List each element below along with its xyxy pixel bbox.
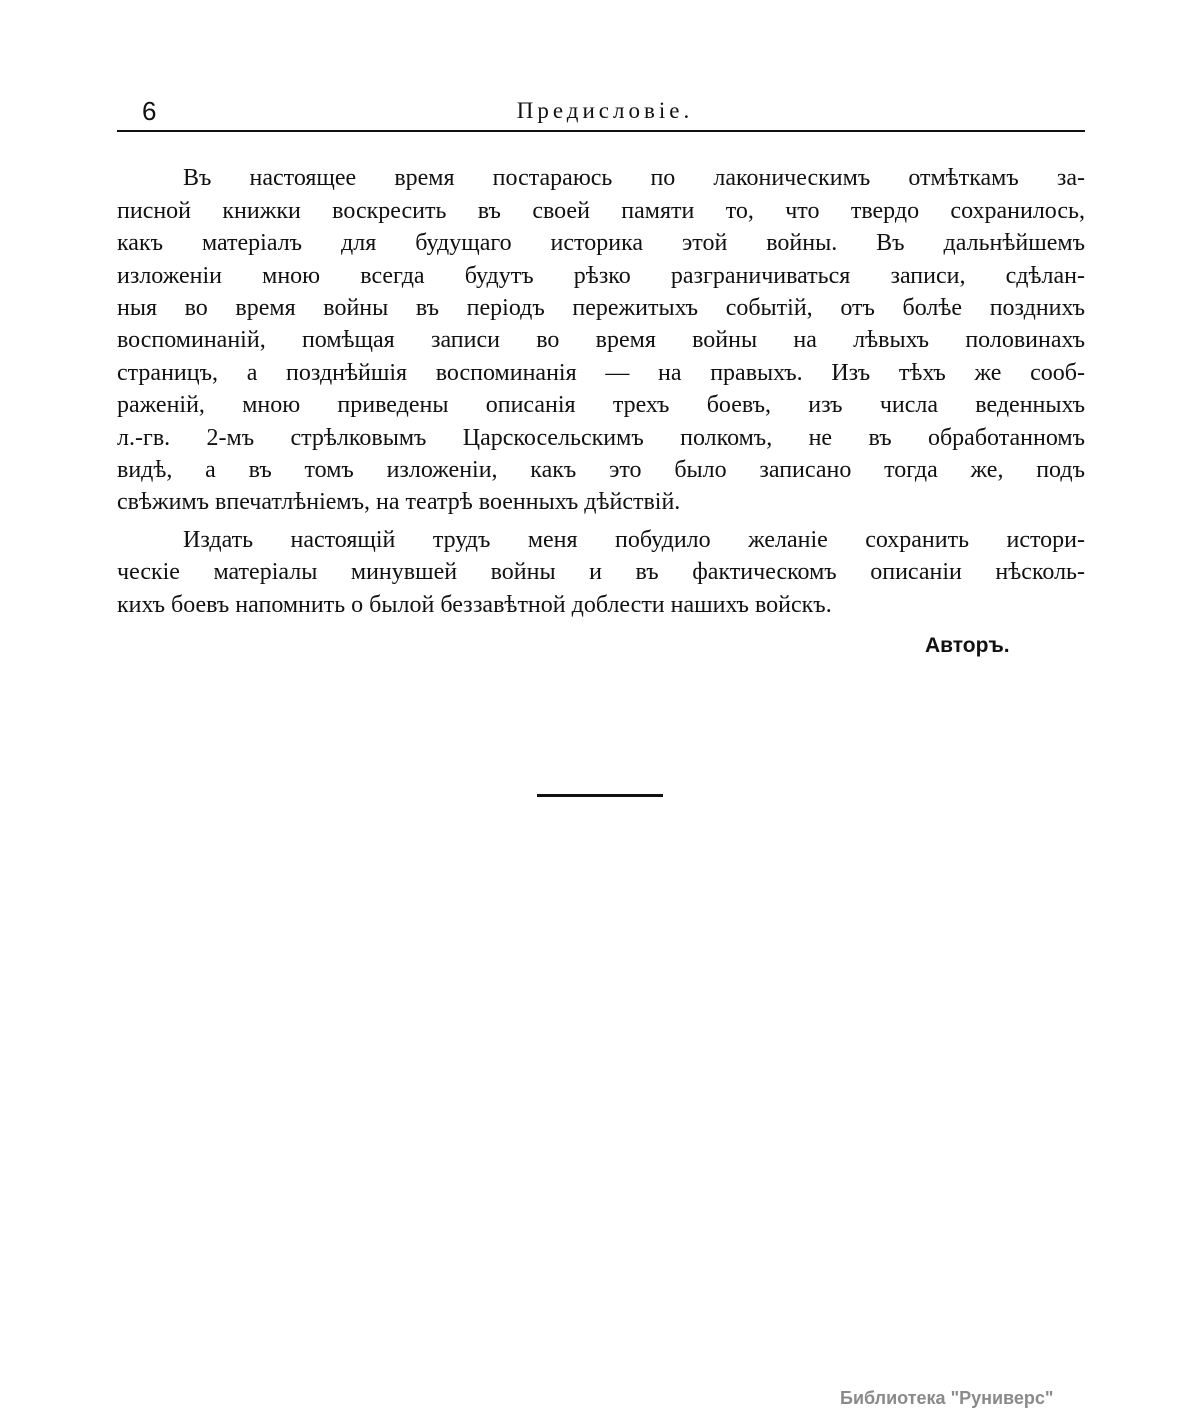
text-line: воспоминаній, помѣщая записи во время войны на лѣвыхъ половинахъ — [117, 327, 1085, 353]
text-line: ческіе матеріалы минувшей войны и въ фактическомъ описаніи нѣсколь- — [117, 559, 1085, 585]
author-signature: Авторъ. — [925, 634, 1010, 657]
library-watermark: Библиотека "Руниверс" — [840, 1388, 1054, 1408]
text-line: Въ настоящее время постараюсь по лаконическимъ отмѣткамъ за- — [183, 165, 1085, 191]
text-line: какъ матеріалъ для будущаго историка этой войны. Въ дальнѣйшемъ — [117, 230, 1085, 256]
text-line: Издать настоящій трудъ меня побудило желаніе сохранить истори- — [183, 527, 1085, 553]
text-line: страницъ, а позднѣйшія воспоминанія — на правыхъ. Изъ тѣхъ же сооб- — [117, 360, 1085, 386]
page-number: 6 — [142, 96, 157, 126]
text-line: свѣжимъ впечатлѣніемъ, на театрѣ военныхъ дѣйствій. — [117, 489, 681, 515]
running-title: Предисловіе. — [516, 98, 694, 123]
header-rule — [117, 130, 1085, 132]
text-line: л.-гв. 2-мъ стрѣлковымъ Царскосельскимъ полкомъ, не въ обработанномъ — [117, 425, 1085, 451]
text-line: ныя во время войны въ періодъ пережитыхъ событій, отъ болѣе позднихъ — [117, 295, 1085, 321]
text-line: писной книжки воскресить въ своей памяти то, что твердо сохранилось, — [117, 198, 1085, 224]
text-line: кихъ боевъ напомнить о былой беззавѣтной доблести нашихъ войскъ. — [117, 592, 832, 618]
text-line: изложеніи мною всегда будутъ рѣзко разграничиваться записи, сдѣлан- — [117, 263, 1085, 289]
text-line: видѣ, а въ томъ изложеніи, какъ это было записано тогда же, подъ — [117, 457, 1085, 483]
text-line: раженій, мною приведены описанія трехъ боевъ, изъ числа веденныхъ — [117, 392, 1085, 418]
section-end-rule — [537, 794, 663, 797]
